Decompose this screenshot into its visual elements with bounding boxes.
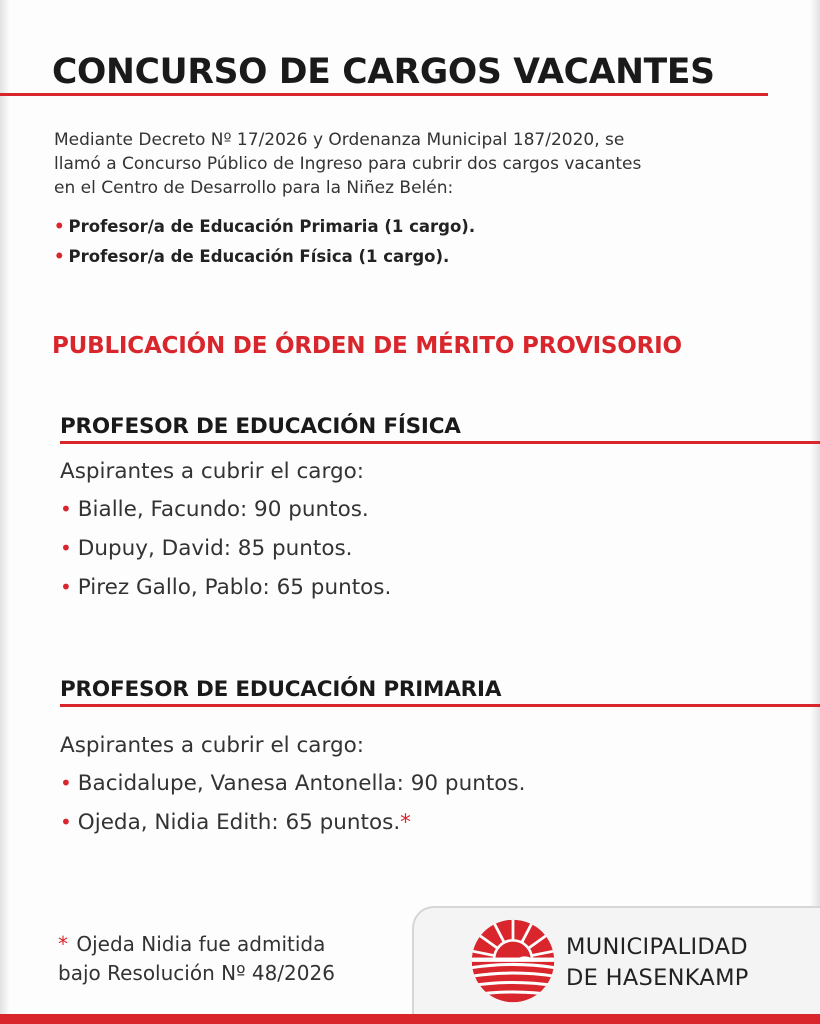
candidates-primaria [60, 728, 780, 842]
bullet-icon: • [54, 247, 65, 266]
bullet-icon: • [54, 217, 65, 236]
intro-paragraph [54, 128, 794, 200]
position-label: Profesor/a de Educación Primaria (1 cargo). [68, 217, 476, 236]
footnote-text-1: Ojeda Nidia fue admitida [76, 932, 326, 956]
candidate-text: Bacidalupe, Vanesa Antonella: 90 puntos. [77, 771, 526, 796]
candidates-fisica [60, 454, 780, 607]
intro-line-1: Mediante Decreto Nº 17/2026 y Ordenanza Municipal 187/2020, se [54, 130, 625, 150]
section-title-primaria: PROFESOR DE EDUCACIÓN PRIMARIA [60, 677, 502, 702]
bullet-icon: • [60, 497, 72, 521]
candidate-text: Bialle, Facundo: 90 puntos. [77, 497, 369, 522]
position-label: Profesor/a de Educación Física (1 cargo). [68, 247, 450, 266]
municipality-name [566, 932, 806, 994]
intro-line-3: en el Centro de Desarrollo para la Niñez Belén: [54, 178, 454, 198]
main-title: CONCURSO DE CARGOS VACANTES [52, 52, 715, 92]
candidate-item [60, 490, 780, 529]
candidate-item [60, 764, 780, 803]
footnote [58, 930, 438, 988]
asterisk-marker: * [400, 810, 411, 835]
section-underline [60, 704, 820, 707]
publication-title: PUBLICACIÓN DE ÓRDEN DE MÉRITO PROVISORIO [52, 333, 682, 359]
position-item [54, 212, 794, 242]
bullet-icon: • [60, 575, 72, 599]
candidate-text: Dupuy, David: 85 puntos. [77, 536, 353, 561]
intro-line-2: llamó a Concurso Público de Ingreso para cubrir dos cargos vacantes [54, 154, 642, 174]
bullet-icon: • [60, 810, 72, 834]
positions-list [54, 212, 794, 272]
position-item [54, 242, 794, 272]
bottom-accent-bar [0, 1014, 820, 1024]
title-underline [0, 93, 768, 96]
bullet-icon: • [60, 536, 72, 560]
candidate-item [60, 803, 780, 842]
footnote-line-1 [58, 930, 438, 959]
right-edge-shadow [810, 0, 820, 1024]
left-edge-shadow [0, 0, 10, 1024]
candidates-lead: Aspirantes a cubrir el cargo: [60, 733, 364, 758]
candidate-item [60, 529, 780, 568]
municipality-line-1: MUNICIPALIDAD [566, 934, 748, 960]
section-title-fisica: PROFESOR DE EDUCACIÓN FÍSICA [60, 414, 461, 439]
bullet-icon: • [60, 771, 72, 795]
municipality-line-2: DE HASENKAMP [566, 965, 749, 991]
candidates-lead: Aspirantes a cubrir el cargo: [60, 459, 364, 484]
candidate-item [60, 568, 780, 607]
sun-rays-landscape-icon [470, 918, 556, 1004]
section-underline [60, 441, 820, 444]
asterisk-marker: * [58, 932, 68, 956]
candidate-text: Ojeda, Nidia Edith: 65 puntos. [77, 810, 401, 835]
candidate-text: Pirez Gallo, Pablo: 65 puntos. [77, 575, 392, 600]
footnote-line-2: bajo Resolución Nº 48/2026 [58, 961, 335, 985]
